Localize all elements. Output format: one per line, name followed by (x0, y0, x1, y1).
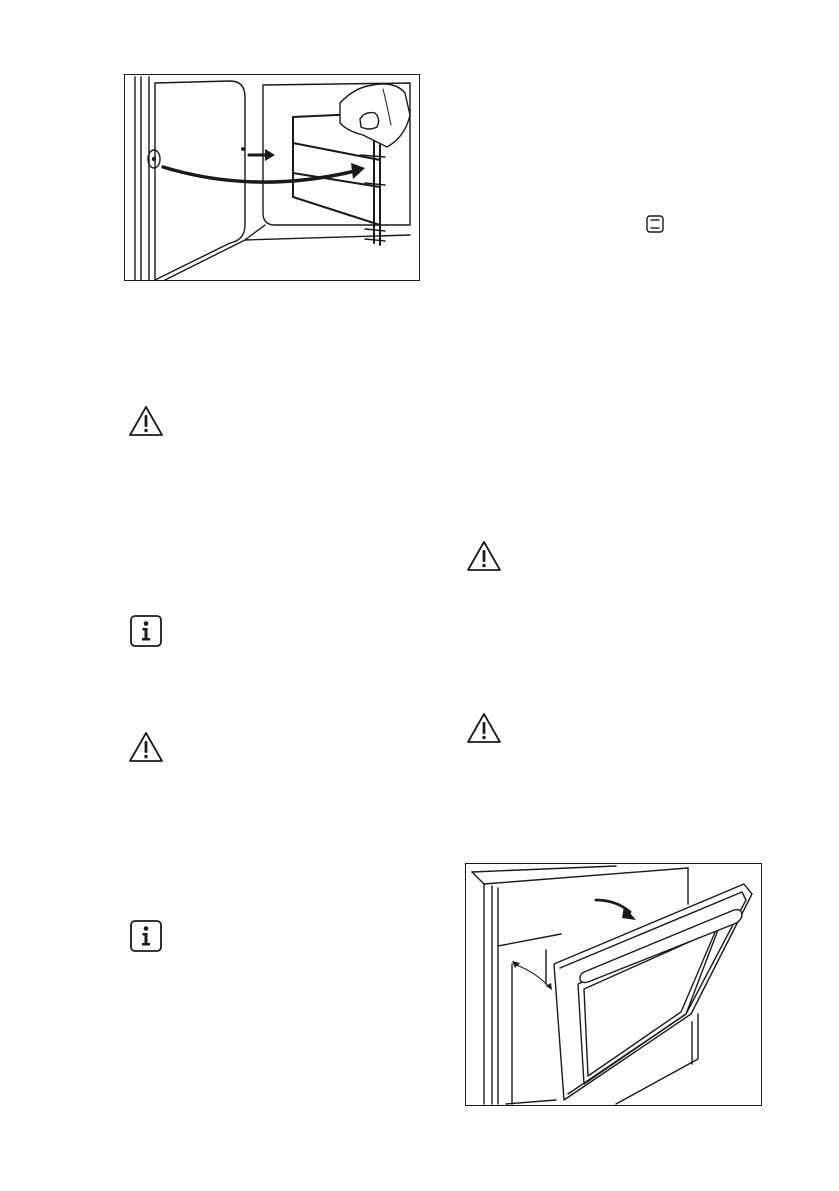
shelf-support-figure (124, 74, 420, 281)
info-icon (130, 920, 162, 952)
warning-icon (127, 404, 165, 438)
warning-icon (127, 730, 165, 764)
oven-door-figure (465, 863, 762, 1106)
warning-icon (465, 539, 503, 573)
oven-function-icon (646, 215, 664, 233)
info-icon (130, 615, 162, 647)
warning-icon (465, 711, 503, 745)
